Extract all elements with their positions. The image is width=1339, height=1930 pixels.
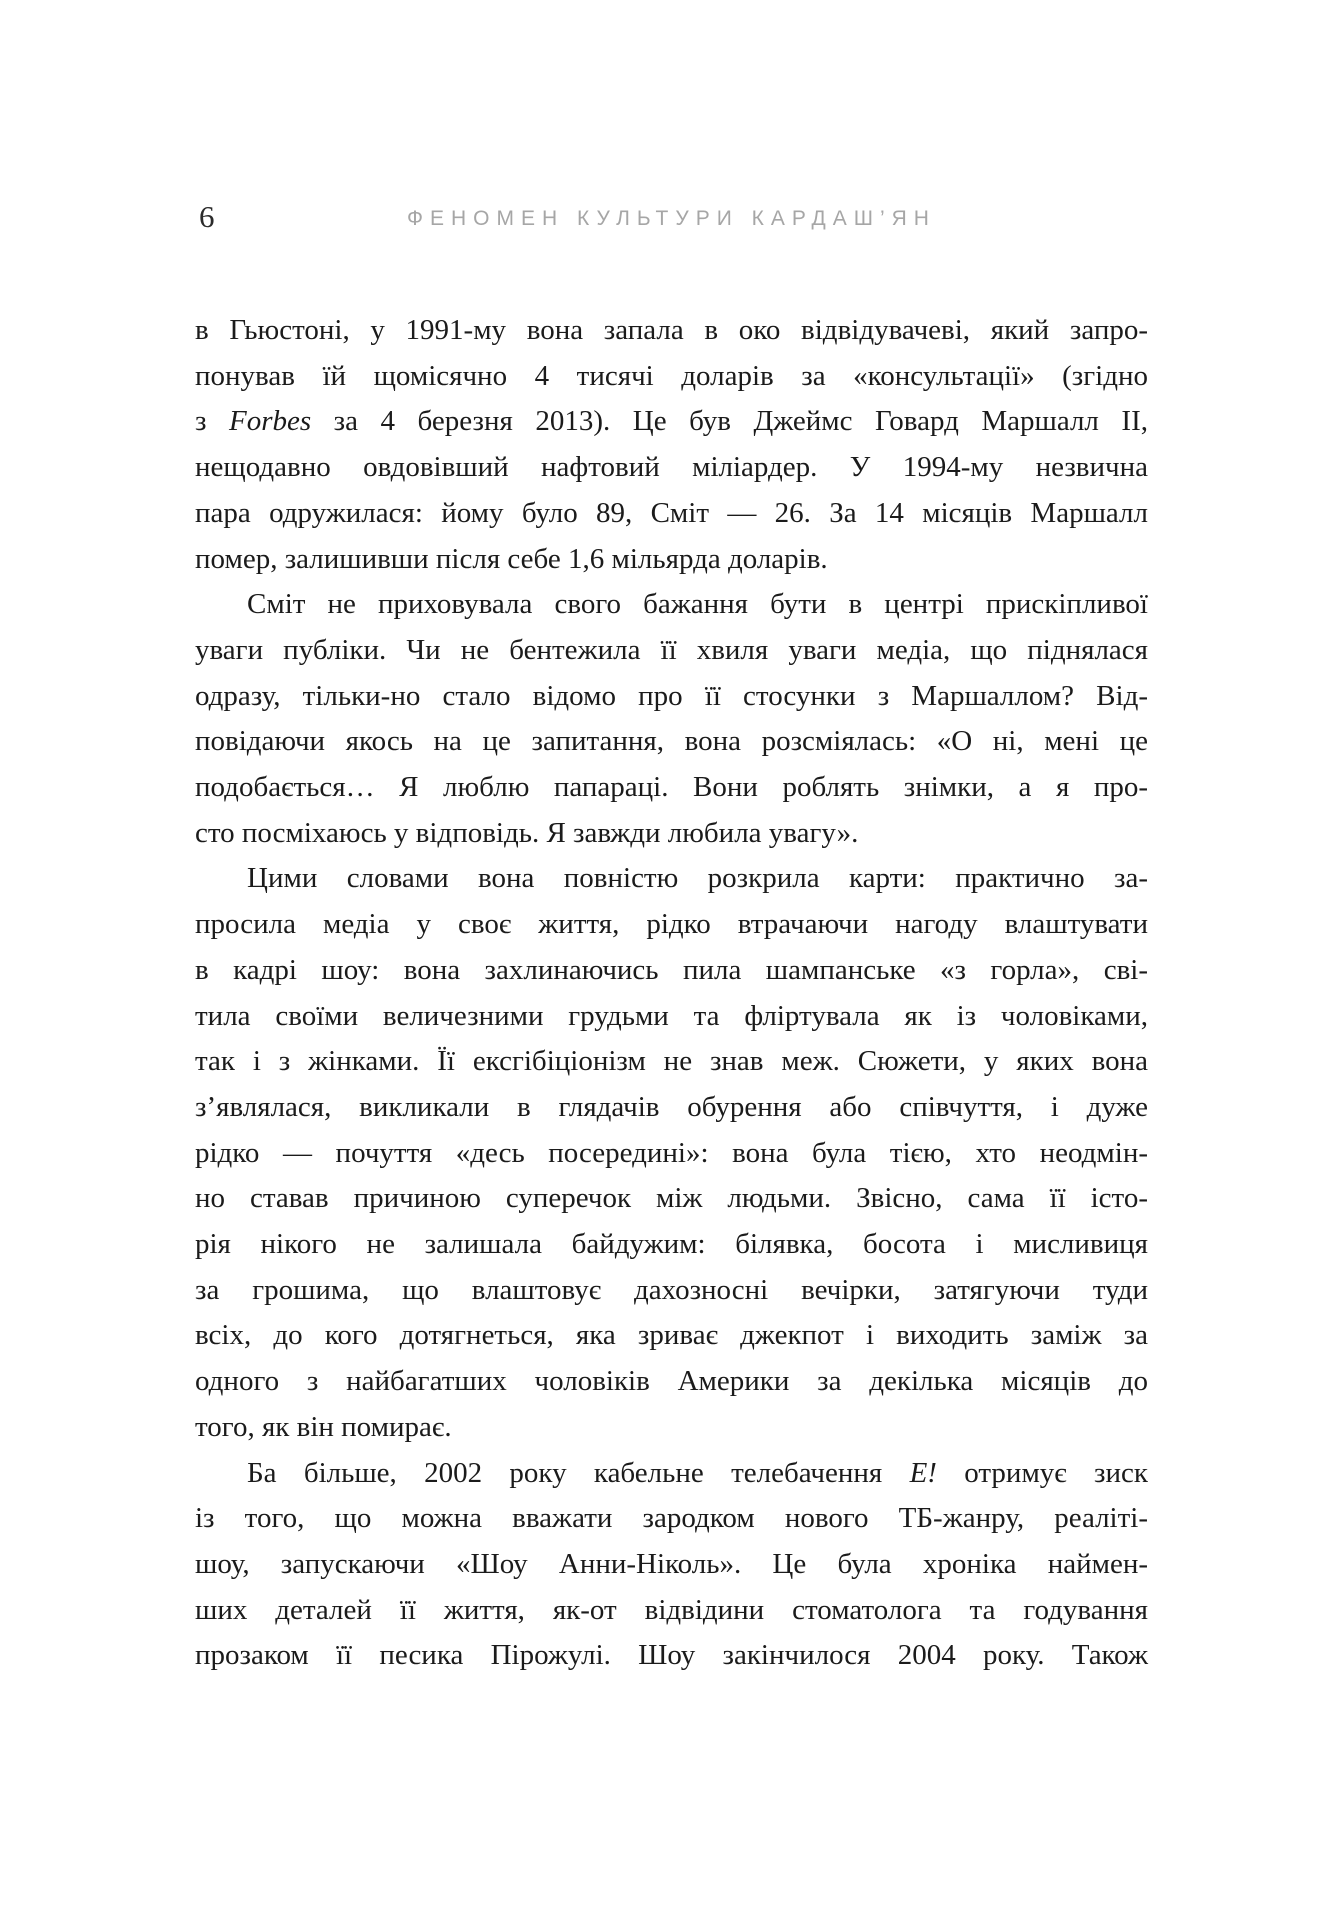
running-header-title: ФЕНОМЕН КУЛЬТУРИ КАРДАШ’ЯН	[407, 207, 936, 230]
text-line: того, як він помирає.	[195, 1410, 452, 1443]
text-line: ших деталей її життя, як-от відвідини стоматолога та годування	[195, 1593, 1148, 1626]
text-line: нещодавно овдовівший нафтовий міліардер. У 1994-му незвична	[195, 451, 1148, 484]
text-line: Сміт не приховувала свого бажання бути в центрі прискіпливої	[247, 588, 1148, 621]
text-line: в кадрі шоу: вона захлинаючись пила шампанське «з горла», сві-	[195, 953, 1148, 986]
text-line: повідаючи якось на це запитання, вона розсміялась: «О ні, мені це	[195, 725, 1148, 758]
text-line: пара одружилася: йому було 89, Сміт — 26. За 14 місяців Маршалл	[195, 496, 1148, 529]
text-line: уваги публіки. Чи не бентежила її хвиля уваги медіа, що піднялася	[195, 633, 1148, 666]
page-text	[195, 308, 1148, 1679]
paragraph	[195, 856, 1148, 1450]
text-line: но ставав причиною суперечок між людьми. Звісно, сама її істо-	[195, 1182, 1148, 1215]
paragraph	[195, 308, 1148, 582]
text-line: просила медіа у своє життя, рідко втрачаючи нагоду влаштувати	[195, 908, 1148, 941]
text-line: тила своїми величезними грудьми та фліртувала як із чоловіками,	[195, 999, 1148, 1032]
text-line: рія нікого не залишала байдужим: білявка, босота і мисливиця	[195, 1228, 1148, 1261]
text-line: сто посміхаюсь у відповідь. Я завжди любила увагу».	[195, 816, 859, 849]
text-line: одного з найбагатших чоловіків Америки за декілька місяців до	[195, 1365, 1148, 1398]
text-line: шоу, запускаючи «Шоу Анни-Ніколь». Це була хроніка наймен-	[195, 1547, 1148, 1580]
text-line: одразу, тільки-но стало відомо про її стосунки з Маршаллом? Від-	[195, 679, 1148, 712]
page-number: 6	[199, 199, 215, 234]
text-line: рідко — почуття «десь посередині»: вона була тією, хто неодмін-	[195, 1136, 1148, 1169]
text-line: з Forbes за 4 березня 2013). Це був Джеймс Говард Маршалл II,	[195, 405, 1148, 438]
text-line: всіх, до кого дотягнеться, яка зриває джекпот і виходить заміж за	[195, 1319, 1148, 1352]
text-line: помер, залишивши після себе 1,6 мільярда доларів.	[195, 542, 828, 575]
text-line: із того, що можна вважати зародком нового ТБ-жанру, реаліті-	[195, 1502, 1148, 1535]
text-line: з’являлася, викликали в глядачів обурення або співчуття, і дуже	[195, 1090, 1148, 1123]
text-line: Ба більше, 2002 року кабельне телебачення E! отримує зиск	[247, 1456, 1148, 1489]
running-head	[195, 200, 1148, 242]
text-line: подобається… Я люблю папараці. Вони роблять знімки, а я про-	[195, 771, 1148, 804]
text-line: так і з жінками. Її ексгібіціонізм не знав меж. Сюжети, у яких вона	[195, 1045, 1148, 1078]
text-line: в Гьюстоні, у 1991-му вона запала в око відвідувачеві, який запро-	[195, 314, 1148, 346]
text-line: прозаком її песика Пірожулі. Шоу закінчилося 2004 року. Також	[195, 1639, 1148, 1672]
text-line: за грошима, що влаштовує дахозносні вечірки, затягуючи туди	[195, 1273, 1148, 1306]
text-line: понував їй щомісячно 4 тисячі доларів за «консультації» (згідно	[195, 359, 1148, 392]
text-line: Цими словами вона повністю розкрила карти: практично за-	[247, 862, 1148, 895]
paragraph	[195, 1451, 1148, 1680]
paragraph	[195, 582, 1148, 856]
